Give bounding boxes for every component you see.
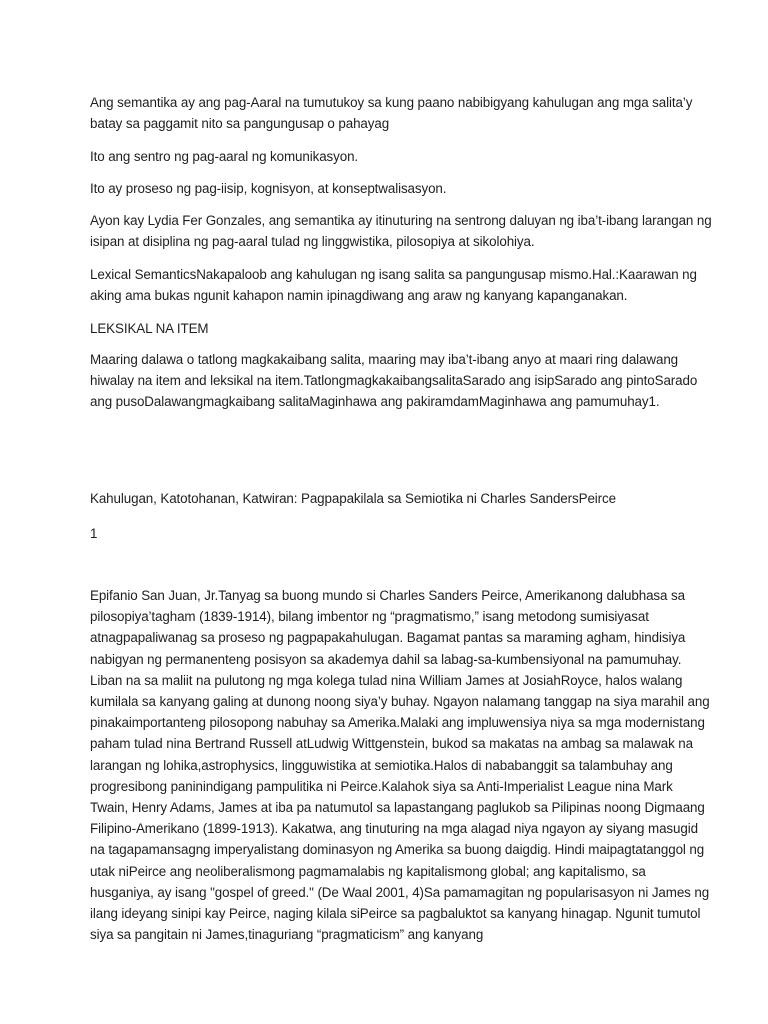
paragraph-lexical-item: Maaring dalawa o tatlong magkakaibang salita, maaring may iba’t-ibang anyo at maari ring dalawang hiwalay na item and leksikal na item.TatlongmagkakaibangsalitaSarado ang isipSarado ang pintoSarado ang pusoDalawangmagkaibang salitaMaginhawa ang pakiramdamMaginhawa ang pamumuhay1. [90,352,698,410]
paragraph-peirce-biography: Epifanio San Juan, Jr.Tanyag sa buong mundo si Charles Sanders Peirce, Amerikanong dalubhasa sa pilosopiya’tagham (1839-1914), bilang imbentor ng “pragmatismo,” isang metodong sumisiyasat atnagpapaliwanag sa proseso ng pagpapakahulugan. Bagamat pantas sa maraming agham, hindisiya nabigyan ng permanenteng posisyon sa akademya dahil sa labag-sa-kumbensiyonal na pamumuhay. Liban na sa maliit na pulutong ng mga kolega tulad nina William James at JosiahRoyce, halos walang kumilala sa kanyang galing at dunong noong siya’y buhay. Ngayon nalamang tanggap na siya marahil ang pinakaimportanteng pilosopong nabuhay sa Amerika.Malaki ang impluwensiya niya sa mga modernistang paham tulad nina Bertrand Russell atLudwig Wittgenstein, bukod sa makatas na ambag sa malawak na larangan ng lohika,astrophysics, lingguwistika at semiotika.Halos di nababanggit sa talambuhay ang progresibong paninindigang pampulitika ni Peirce.Kalahok siya sa Anti-Imperialist League nina Mark Twain, Henry Adams, James at iba pa natumutol sa lapastangang paglukob sa Pilipinas noong Digmaang Filipino-Amerikano (1899-1913). Kakatwa, ang tinuturing na mga alagad niya ngayon ay siyang masugid na tagapamansagng imperyalistang dominasyon ng Amerika sa buong daigdig. Hindi maipagtatanggol ng utak niPeirce ang neoliberalismong pagmamalabis ng kapitalismong global; ang kapitalismo, sa husganiya, ay isang "gospel of greed." (De Waal 2001, 4)Sa pamamagitan ng popularisasyon ni James ng ilang ideyang sinipi kay Peirce, naging kilala siPeirce sa pagbaluktot sa kanyang hinagap. Ngunit tumutol siya sa pangitain ni James,tinaguriang “pragmaticism” ang kanyang [90,588,710,943]
paragraph-definition: Ang semantika ay ang pag-Aaral na tumutukoy sa kung paano nabibigyang kahulugan ang mga salita’y batay sa paggamit nito sa pangungusap o pahayag [90,95,693,132]
paragraph-lexical-semantics: Lexical SemanticsNakapaloob ang kahulugan ng isang salita sa pangungusap mismo.Hal.:Kaarawan ng aking ama bukas ngunit kahapon namin ipinagdiwang ang araw ng kanyang kapanganakan. [90,267,697,304]
article-title: Kahulugan, Katotohanan, Katwiran: Pagpapakilala sa Semiotika ni Charles SandersPeirce [90,491,616,506]
footnote-number: 1 [90,526,98,541]
paragraph-center-of-study: Ito ang sentro ng pag-aaral ng komunikasyon. [90,149,359,164]
paragraph-process: Ito ay proseso ng pag-iisip, kognisyon, at konseptwalisasyon. [90,181,447,196]
section-heading: LEKSIKAL NA ITEM [90,321,209,336]
document-page [90,0,712,1024]
paragraph-gonzales: Ayon kay Lydia Fer Gonzales, ang semantika ay itinuturing na sentrong daluyan ng iba’t-ibang larangan ng isipan at disiplina ng pag-aaral tulad ng linggwistika, pilosopiya at sikolohiya. [90,213,712,250]
